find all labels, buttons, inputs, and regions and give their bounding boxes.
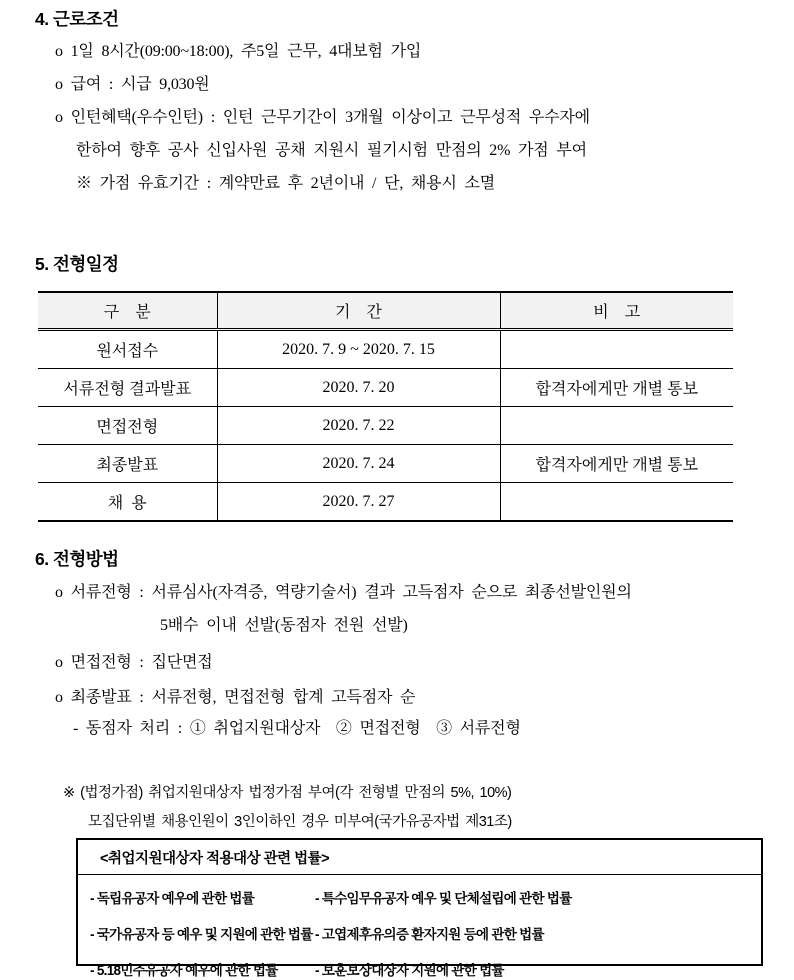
law-list-right [315,887,572,979]
section4-heading: 4. 근로조건 [35,9,119,29]
table-header-cell: 비 고 [500,292,733,330]
section6-item: o 면접전형 : 집단면접 [55,654,213,671]
section4-item: ※ 가점 유효기간 : 계약만료 후 2년이내 / 단, 채용시 소멸 [76,175,496,192]
table-header-cell: 기 간 [217,292,500,330]
table-cell [500,407,733,445]
section6-item: 5배수 이내 선발(동점자 전원 선발) [160,617,408,634]
table-row [38,369,733,407]
section4-item: o 급여 : 시급 9,030원 [55,76,210,93]
table-cell: 합격자에게만 개별 통보 [500,445,733,483]
table-row [38,483,733,522]
section4-item: 한하여 향후 공사 신입사원 공채 지원시 필기시험 만점의 2% 가점 부여 [76,142,587,159]
table-cell: 합격자에게만 개별 통보 [500,369,733,407]
table-cell [500,483,733,522]
legal-note-line: 모집단위별 채용인원이 3인이하인 경우 미부여(국가유공자법 제31조) [88,814,512,830]
table-cell: 최종발표 [38,445,217,483]
schedule-table [38,291,733,522]
table-cell: 2020. 7. 27 [217,483,500,522]
table-cell: 2020. 7. 22 [217,407,500,445]
section4-item: o 인턴혜택(우수인턴) : 인턴 근무기간이 3개월 이상이고 근무성적 우수자에 [55,109,590,126]
table-cell: 채 용 [38,483,217,522]
table-row [38,445,733,483]
section6-item: o 서류전형 : 서류심사(자격증, 역량기술서) 결과 고득점자 순으로 최종선발인원의 [55,584,632,601]
law-box-body [78,875,761,978]
section5-heading: 5. 전형일정 [35,254,119,274]
section6-item: - 동점자 처리 : ① 취업지원대상자 ② 면접전형 ③ 서류전형 [73,720,521,737]
table-cell: 면접전형 [38,407,217,445]
law-item: - 고엽제후유의증 환자지원 등에 관한 법률 [315,927,544,942]
table-cell [500,330,733,369]
law-item: - 독립유공자 예우에 관한 법률 [90,891,255,906]
section6-item: o 최종발표 : 서류전형, 면접전형 합계 고득점자 순 [55,689,416,706]
law-box-title: <취업지원대상자 적용대상 관련 법률> [78,840,761,875]
table-row [38,330,733,369]
section4-item: o 1일 8시간(09:00~18:00), 주5일 근무, 4대보험 가입 [55,43,422,60]
table-header-row [38,292,733,330]
table-cell: 원서접수 [96,343,159,360]
law-list-left [90,887,313,979]
table-cell: 2020. 7. 9 ~ 2020. 7. 15 [217,330,500,369]
table-cell: 2020. 7. 20 [217,369,500,407]
table-header-cell: 구 분 [38,292,217,330]
table-cell: 2020. 7. 24 [217,445,500,483]
table-row [38,407,733,445]
law-item: - 특수임무유공자 예우 및 단체설립에 관한 법률 [315,891,572,906]
legal-note-line: ※ (법정가점) 취업지원대상자 법정가점 부여(각 전형별 만점의 5%, 10%) [63,785,512,801]
law-item: - 국가유공자 등 예우 및 지원에 관한 법률 [90,927,313,942]
law-box [76,838,763,978]
law-item: - 5.18민주유공자 예우에 관한 법률 [90,963,278,978]
table-cell: 서류전형 결과발표 [38,369,217,407]
section6-heading: 6. 전형방법 [35,549,119,569]
law-item: - 보훈보상대상자 지원에 관한 법률 [315,963,504,978]
